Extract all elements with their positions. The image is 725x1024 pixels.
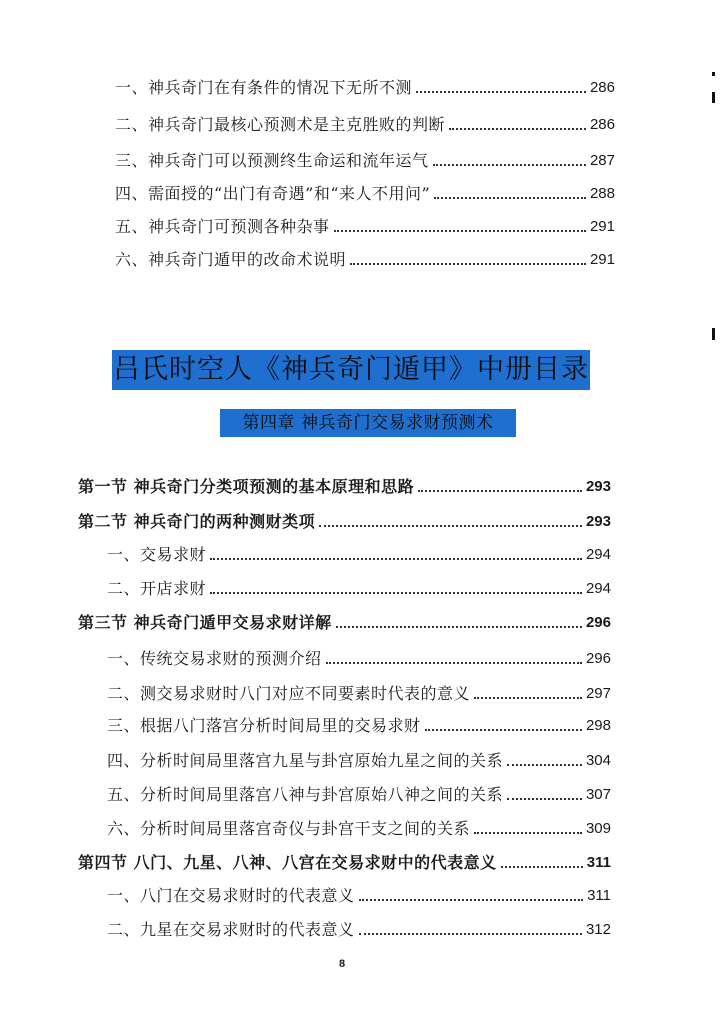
toc-entry-page: 309 <box>585 820 611 837</box>
toc-entry-label: 一、神兵奇门在有条件的情况下无所不测 <box>115 78 413 97</box>
toc-entry-page: 294 <box>585 546 611 563</box>
toc-entry-page: 298 <box>585 717 611 734</box>
toc-entry-label: 二、九星在交易求财时的代表意义 <box>107 920 355 939</box>
toc-entry-label: 六、分析时间局里落宫奇仪与卦宫干支之间的关系 <box>107 819 471 838</box>
dot-leader <box>336 626 582 628</box>
toc-entry <box>107 809 611 839</box>
toc-entry-label: 三、神兵奇门可以预测终生命运和流年运气 <box>115 151 429 170</box>
scan-mark <box>712 92 715 103</box>
dot-leader <box>434 197 586 199</box>
toc-entry <box>107 535 611 565</box>
toc-entry <box>107 741 611 771</box>
dot-leader <box>474 832 582 834</box>
dot-leader <box>350 263 586 265</box>
dot-leader <box>501 866 583 868</box>
dot-leader <box>359 899 584 901</box>
toc-entry-page: 312 <box>585 921 611 938</box>
page-number: 8 <box>338 958 346 970</box>
toc-entry-label: 二、神兵奇门最核心预测术是主克胜败的判断 <box>115 115 446 134</box>
toc-section-label: 第四节 八门、九星、八神、八宫在交易求财中的代表意义 <box>78 853 497 872</box>
toc-entry-page: 286 <box>589 79 615 96</box>
toc-entry <box>115 207 615 237</box>
dot-leader <box>319 525 582 527</box>
toc-section-label: 第三节 神兵奇门遁甲交易求财详解 <box>78 613 332 632</box>
toc-entry-page: 286 <box>589 116 615 133</box>
dot-leader <box>326 662 582 664</box>
toc-entry-label: 二、开店求财 <box>107 579 207 598</box>
toc-entry-page: 296 <box>585 650 611 667</box>
toc-entry-label: 三、根据八门落宫分析时间局里的交易求财 <box>107 716 421 735</box>
toc-entry-page: 288 <box>589 185 615 202</box>
toc-entry-page: 311 <box>587 887 611 904</box>
toc-entry <box>107 910 611 940</box>
toc-entry-label: 五、神兵奇门可预测各种杂事 <box>115 217 330 236</box>
toc-entry-label: 一、传统交易求财的预测介绍 <box>107 649 322 668</box>
dot-leader <box>210 558 582 560</box>
toc-entry <box>107 569 611 599</box>
toc-entry <box>115 68 615 98</box>
toc-entry <box>115 141 615 171</box>
toc-section-page: 293 <box>585 478 611 495</box>
toc-section-label: 第二节 神兵奇门的两种测财类项 <box>78 512 316 531</box>
toc-section-page: 296 <box>585 614 611 631</box>
toc-section <box>78 843 611 873</box>
toc-entry-label: 四、分析时间局里落宫九星与卦宫原始九星之间的关系 <box>107 751 504 770</box>
toc-entry-page: 287 <box>589 152 615 169</box>
dot-leader <box>418 490 582 492</box>
toc-entry-page: 297 <box>585 685 611 702</box>
toc-entry-label: 六、神兵奇门遁甲的改命术说明 <box>115 250 347 269</box>
toc-entry <box>115 240 615 270</box>
toc-entry <box>107 639 611 669</box>
dot-leader <box>507 764 582 766</box>
dot-leader <box>425 729 582 731</box>
scan-mark <box>712 72 715 76</box>
toc-entry-page: 294 <box>585 580 611 597</box>
toc-entry <box>115 174 615 204</box>
toc-section <box>78 502 611 532</box>
chapter-title: 第四章 神兵奇门交易求财预测术 <box>220 409 516 437</box>
toc-section-page: 311 <box>586 854 611 871</box>
dot-leader <box>210 592 582 594</box>
toc-entry-page: 307 <box>585 786 611 803</box>
toc-entry-page: 291 <box>589 218 615 235</box>
toc-entry-page: 291 <box>589 251 615 268</box>
scan-mark <box>712 328 715 340</box>
dot-leader <box>474 697 582 699</box>
dot-leader <box>359 933 582 935</box>
book-title: 吕氏时空人《神兵奇门遁甲》中册目录 <box>112 350 590 390</box>
toc-entry-label: 五、分析时间局里落宫八神与卦宫原始八神之间的关系 <box>107 785 504 804</box>
toc-entry <box>115 105 615 135</box>
dot-leader <box>416 91 586 93</box>
toc-entry-page: 304 <box>585 752 611 769</box>
toc-entry <box>107 775 611 805</box>
toc-entry-label: 一、八门在交易求财时的代表意义 <box>107 886 355 905</box>
toc-entry <box>107 876 611 906</box>
toc-entry-label: 四、需面授的“出门有奇遇”和“来人不用问” <box>115 184 431 203</box>
toc-section-label: 第一节 神兵奇门分类项预测的基本原理和思路 <box>78 477 415 496</box>
toc-entry-label: 一、交易求财 <box>107 545 207 564</box>
toc-section <box>78 467 611 497</box>
dot-leader <box>433 164 586 166</box>
dot-leader <box>449 128 586 130</box>
toc-entry-label: 二、测交易求财时八门对应不同要素时代表的意义 <box>107 684 471 703</box>
toc-entry <box>107 674 611 704</box>
dot-leader <box>507 798 582 800</box>
toc-section-page: 293 <box>585 513 611 530</box>
dot-leader <box>334 230 586 232</box>
toc-section <box>78 603 611 633</box>
toc-entry <box>107 706 611 736</box>
